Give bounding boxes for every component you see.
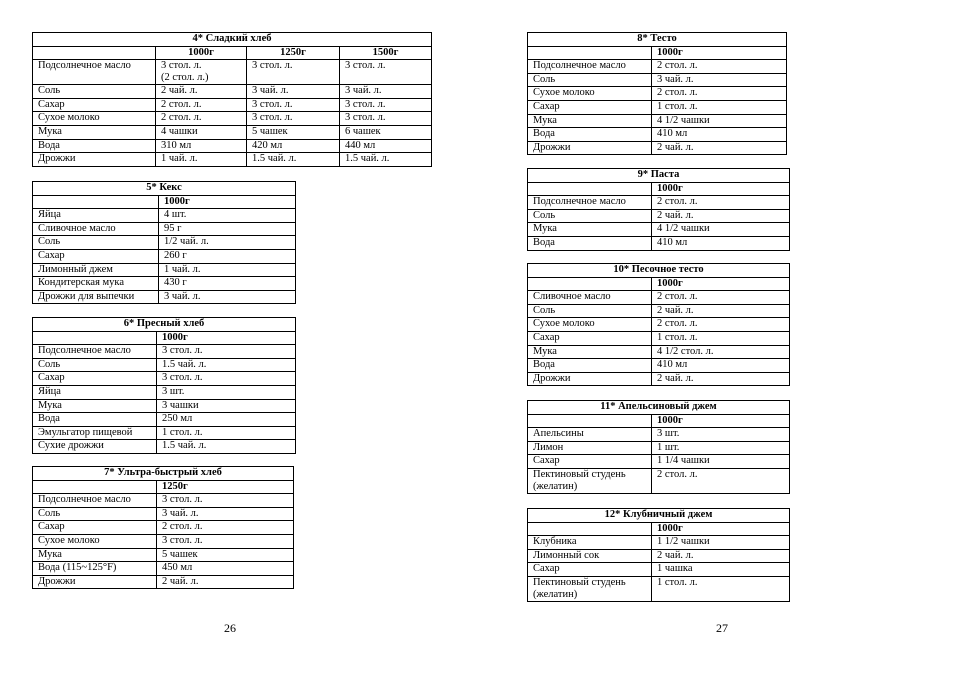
ingredient-amount: 5 чашек — [157, 548, 294, 562]
ingredient-name: Мука — [33, 125, 156, 139]
ingredient-amount: 2 чай. л. — [652, 549, 790, 563]
ingredient-amount: 3 шт. — [652, 428, 790, 442]
size-header: 1500г — [340, 46, 432, 60]
ingredient-row — [528, 372, 790, 386]
ingredient-name: Сахар — [528, 331, 652, 345]
ingredient-row — [33, 521, 294, 535]
ingredient-amount: 430 г — [159, 277, 296, 291]
ingredient-amount: 4 1/2 чашки — [652, 223, 790, 237]
ingredient-name: Дрожжи для выпечки — [33, 290, 159, 304]
ingredient-row — [528, 304, 790, 318]
ingredient-name: Подсолнечное масло — [528, 196, 652, 210]
ingredient-row — [528, 73, 787, 87]
ingredient-name: Кондитерская мука — [33, 277, 159, 291]
ingredient-amount: 1.5 чай. л. — [157, 440, 296, 454]
ingredient-row — [528, 100, 787, 114]
ingredient-row — [528, 441, 790, 455]
ingredient-row — [528, 359, 790, 373]
ingredient-amount: 1 стол. л. — [652, 331, 790, 345]
ingredient-name: Яйца — [33, 385, 157, 399]
ingredient-row — [528, 563, 790, 577]
recipe-title: 4* Сладкий хлеб — [33, 33, 432, 47]
ingredient-name: Сливочное масло — [33, 222, 159, 236]
ingredient-amount: 3 стол. л. — [247, 112, 340, 126]
ingredient-amount: 2 стол. л. — [652, 318, 790, 332]
ingredient-amount: 410 мл — [652, 359, 790, 373]
ingredient-amount: 440 мл — [340, 139, 432, 153]
ingredient-row — [528, 331, 790, 345]
recipe-table-orange-jam — [527, 400, 790, 494]
ingredient-name: Сахар — [33, 372, 157, 386]
ingredient-name: Эмульгатор пищевой — [33, 426, 157, 440]
ingredient-amount: 95 г — [159, 222, 296, 236]
ingredient-amount: 2 стол. л. — [156, 112, 247, 126]
page-number-left: 26 — [224, 621, 236, 635]
recipe-title: 8* Тесто — [528, 33, 787, 47]
ingredient-amount: 3 чай. л. — [340, 85, 432, 99]
ingredient-row — [33, 153, 432, 167]
ingredient-name: Сливочное масло — [528, 291, 652, 305]
ingredient-amount: 3 стол. л. — [247, 98, 340, 112]
size-header: 1000г — [652, 182, 790, 196]
ingredient-row — [33, 125, 432, 139]
ingredient-row — [33, 413, 296, 427]
size-header: 1250г — [157, 480, 294, 494]
ingredient-amount: 4 чашки — [156, 125, 247, 139]
ingredient-amount: 420 мл — [247, 139, 340, 153]
ingredient-row — [528, 549, 790, 563]
ingredient-name: Мука — [528, 345, 652, 359]
ingredient-row — [33, 562, 294, 576]
ingredient-row — [33, 534, 294, 548]
recipe-title: 7* Ультра-быстрый хлеб — [33, 467, 294, 481]
ingredient-amount: 2 чай. л. — [652, 141, 787, 155]
ingredient-name: Мука — [528, 223, 652, 237]
recipe-table-unleavened-bread — [32, 317, 296, 454]
ingredient-name: Сахар — [528, 100, 652, 114]
size-header: 1000г — [156, 46, 247, 60]
ingredient-amount: 2 чай. л. — [156, 85, 247, 99]
ingredient-name: Пектиновый студень (желатин) — [528, 468, 652, 493]
recipe-table-ultrafast-bread — [32, 466, 294, 589]
ingredient-row — [33, 60, 432, 85]
ingredient-rows — [528, 536, 790, 602]
ingredient-row — [33, 372, 296, 386]
recipe-title: 10* Песочное тесто — [528, 264, 790, 278]
ingredient-row — [528, 141, 787, 155]
size-header: 1000г — [159, 195, 296, 209]
ingredient-name: Соль — [33, 236, 159, 250]
recipe-title: 11* Апельсиновый джем — [528, 401, 790, 415]
ingredient-name: Сухое молоко — [33, 534, 157, 548]
ingredient-name: Вода — [528, 128, 652, 142]
ingredient-amount: 2 стол. л. — [652, 87, 787, 101]
ingredient-name: Лимонный сок — [528, 549, 652, 563]
ingredient-amount: 3 чай. л. — [652, 73, 787, 87]
ingredient-amount: 6 чашек — [340, 125, 432, 139]
recipe-title: 9* Паста — [528, 169, 790, 183]
ingredient-name: Соль — [33, 507, 157, 521]
ingredient-row — [33, 290, 296, 304]
ingredient-amount: 3 стол. л. — [157, 345, 296, 359]
size-header: 1000г — [652, 277, 790, 291]
ingredient-row — [528, 60, 787, 74]
recipe-table-cake — [32, 181, 296, 304]
ingredient-amount: 3 стол. л. — [157, 494, 294, 508]
ingredient-name: Сахар — [528, 455, 652, 469]
page-number-right: 27 — [716, 621, 728, 635]
ingredient-amount: 1 чай. л. — [156, 153, 247, 167]
ingredient-name: Вода — [33, 139, 156, 153]
ingredient-name: Сахар — [528, 563, 652, 577]
size-header: 1000г — [652, 46, 787, 60]
ingredient-name: Вода — [528, 236, 652, 250]
ingredient-name: Сухое молоко — [33, 112, 156, 126]
ingredient-amount: 3 чашки — [157, 399, 296, 413]
ingredient-amount: 3 стол. л. — [340, 98, 432, 112]
ingredient-row — [528, 576, 790, 601]
ingredient-name: Мука — [33, 399, 157, 413]
ingredient-amount: 4 шт. — [159, 209, 296, 223]
ingredient-row — [33, 263, 296, 277]
ingredient-name: Подсолнечное масло — [33, 345, 157, 359]
ingredient-row — [528, 128, 787, 142]
ingredient-amount: 1.5 чай. л. — [157, 358, 296, 372]
ingredient-amount: 1 шт. — [652, 441, 790, 455]
ingredient-amount: 2 чай. л. — [652, 209, 790, 223]
ingredient-row — [33, 548, 294, 562]
ingredient-name: Подсолнечное масло — [33, 494, 157, 508]
ingredient-amount: 2 стол. л. — [652, 196, 790, 210]
ingredient-rows — [528, 428, 790, 494]
ingredient-rows — [33, 60, 432, 167]
size-header: 1250г — [247, 46, 340, 60]
ingredient-rows — [528, 196, 790, 250]
ingredient-amount: 5 чашек — [247, 125, 340, 139]
ingredient-row — [33, 358, 296, 372]
ingredient-amount: 250 мл — [157, 413, 296, 427]
ingredient-amount: 3 стол. л. — [247, 60, 340, 85]
ingredient-name: Клубника — [528, 536, 652, 550]
ingredient-rows — [528, 60, 787, 155]
ingredient-row — [33, 399, 296, 413]
ingredient-row — [528, 209, 790, 223]
ingredient-row — [33, 494, 294, 508]
ingredient-amount: 2 стол. л. — [156, 98, 247, 112]
ingredient-row — [33, 85, 432, 99]
ingredient-name: Мука — [528, 114, 652, 128]
ingredient-name: Сухое молоко — [528, 318, 652, 332]
ingredient-row — [528, 345, 790, 359]
ingredient-row — [33, 440, 296, 454]
ingredient-name: Дрожжи — [528, 372, 652, 386]
ingredient-name: Апельсины — [528, 428, 652, 442]
ingredient-rows — [528, 291, 790, 386]
ingredient-amount: 3 чай. л. — [247, 85, 340, 99]
ingredient-row — [33, 345, 296, 359]
ingredient-name: Подсолнечное масло — [528, 60, 652, 74]
ingredient-row — [528, 428, 790, 442]
ingredient-amount: 450 мл — [157, 562, 294, 576]
recipe-table-shortbread — [527, 263, 790, 386]
ingredient-row — [33, 249, 296, 263]
ingredient-amount: 3 стол. л. — [157, 534, 294, 548]
ingredient-amount: 2 чай. л. — [157, 575, 294, 589]
size-header: 1000г — [652, 414, 790, 428]
ingredient-name: Вода — [528, 359, 652, 373]
size-header: 1000г — [157, 331, 296, 345]
ingredient-amount: 1 чашка — [652, 563, 790, 577]
ingredient-row — [528, 536, 790, 550]
ingredient-amount: 260 г — [159, 249, 296, 263]
ingredient-amount: 3 стол. л. (2 стол. л.) — [156, 60, 247, 85]
ingredient-name: Сахар — [33, 249, 159, 263]
ingredient-name: Соль — [528, 73, 652, 87]
ingredient-amount: 3 чай. л. — [159, 290, 296, 304]
recipe-table-pasta — [527, 168, 790, 251]
ingredient-name: Соль — [528, 209, 652, 223]
ingredient-name: Лимонный джем — [33, 263, 159, 277]
ingredient-row — [528, 468, 790, 493]
ingredient-amount: 3 чай. л. — [157, 507, 294, 521]
ingredient-row — [528, 114, 787, 128]
recipe-table-strawberry-jam — [527, 508, 790, 602]
recipe-title: 5* Кекс — [33, 182, 296, 196]
ingredient-name: Сахар — [33, 521, 157, 535]
ingredient-name: Соль — [33, 85, 156, 99]
ingredient-amount: 1 1/2 чашки — [652, 536, 790, 550]
ingredient-row — [33, 277, 296, 291]
ingredient-amount: 410 мл — [652, 236, 790, 250]
ingredient-row — [33, 507, 294, 521]
ingredient-row — [528, 196, 790, 210]
ingredient-rows — [33, 345, 296, 454]
ingredient-amount: 3 шт. — [157, 385, 296, 399]
ingredient-rows — [33, 209, 296, 304]
ingredient-row — [528, 291, 790, 305]
ingredient-row — [528, 87, 787, 101]
recipe-table-dough — [527, 32, 787, 155]
ingredient-amount: 2 стол. л. — [157, 521, 294, 535]
ingredient-amount: 1.5 чай. л. — [340, 153, 432, 167]
ingredient-rows — [33, 494, 294, 589]
ingredient-amount: 1/2 чай. л. — [159, 236, 296, 250]
ingredient-name: Сухие дрожжи — [33, 440, 157, 454]
ingredient-name: Дрожжи — [33, 153, 156, 167]
ingredient-amount: 4 1/2 чашки — [652, 114, 787, 128]
ingredient-amount: 3 стол. л. — [340, 112, 432, 126]
ingredient-name: Подсолнечное масло — [33, 60, 156, 85]
ingredient-amount: 1 стол. л. — [652, 576, 790, 601]
size-header: 1000г — [652, 522, 790, 536]
ingredient-name: Лимон — [528, 441, 652, 455]
ingredient-row — [528, 223, 790, 237]
recipe-table-sweet-bread — [32, 32, 432, 167]
recipe-title: 12* Клубничный джем — [528, 509, 790, 523]
ingredient-row — [528, 318, 790, 332]
ingredient-row — [33, 98, 432, 112]
ingredient-name: Вода (115~125°F) — [33, 562, 157, 576]
ingredient-name: Яйца — [33, 209, 159, 223]
ingredient-row — [528, 455, 790, 469]
ingredient-row — [33, 575, 294, 589]
ingredient-name: Мука — [33, 548, 157, 562]
ingredient-row — [33, 236, 296, 250]
ingredient-amount: 1.5 чай. л. — [247, 153, 340, 167]
ingredient-amount: 2 чай. л. — [652, 304, 790, 318]
ingredient-name: Соль — [528, 304, 652, 318]
ingredient-amount: 1 чай. л. — [159, 263, 296, 277]
ingredient-row — [528, 236, 790, 250]
ingredient-amount: 2 стол. л. — [652, 291, 790, 305]
ingredient-amount: 1 стол. л. — [652, 100, 787, 114]
ingredient-row — [33, 426, 296, 440]
ingredient-name: Вода — [33, 413, 157, 427]
ingredient-row — [33, 385, 296, 399]
ingredient-amount: 410 мл — [652, 128, 787, 142]
recipe-title: 6* Пресный хлеб — [33, 318, 296, 332]
ingredient-name: Пектиновый студень (желатин) — [528, 576, 652, 601]
ingredient-name: Дрожжи — [528, 141, 652, 155]
ingredient-amount: 1 стол. л. — [157, 426, 296, 440]
ingredient-row — [33, 209, 296, 223]
ingredient-amount: 2 стол. л. — [652, 60, 787, 74]
ingredient-amount: 3 стол. л. — [157, 372, 296, 386]
ingredient-amount: 2 стол. л. — [652, 468, 790, 493]
ingredient-row — [33, 222, 296, 236]
ingredient-amount: 2 чай. л. — [652, 372, 790, 386]
ingredient-amount: 1 1/4 чашки — [652, 455, 790, 469]
ingredient-amount: 4 1/2 стол. л. — [652, 345, 790, 359]
ingredient-row — [33, 112, 432, 126]
ingredient-amount: 3 стол. л. — [340, 60, 432, 85]
ingredient-name: Соль — [33, 358, 157, 372]
ingredient-row — [33, 139, 432, 153]
ingredient-amount: 310 мл — [156, 139, 247, 153]
ingredient-name: Сухое молоко — [528, 87, 652, 101]
ingredient-name: Сахар — [33, 98, 156, 112]
ingredient-name: Дрожжи — [33, 575, 157, 589]
